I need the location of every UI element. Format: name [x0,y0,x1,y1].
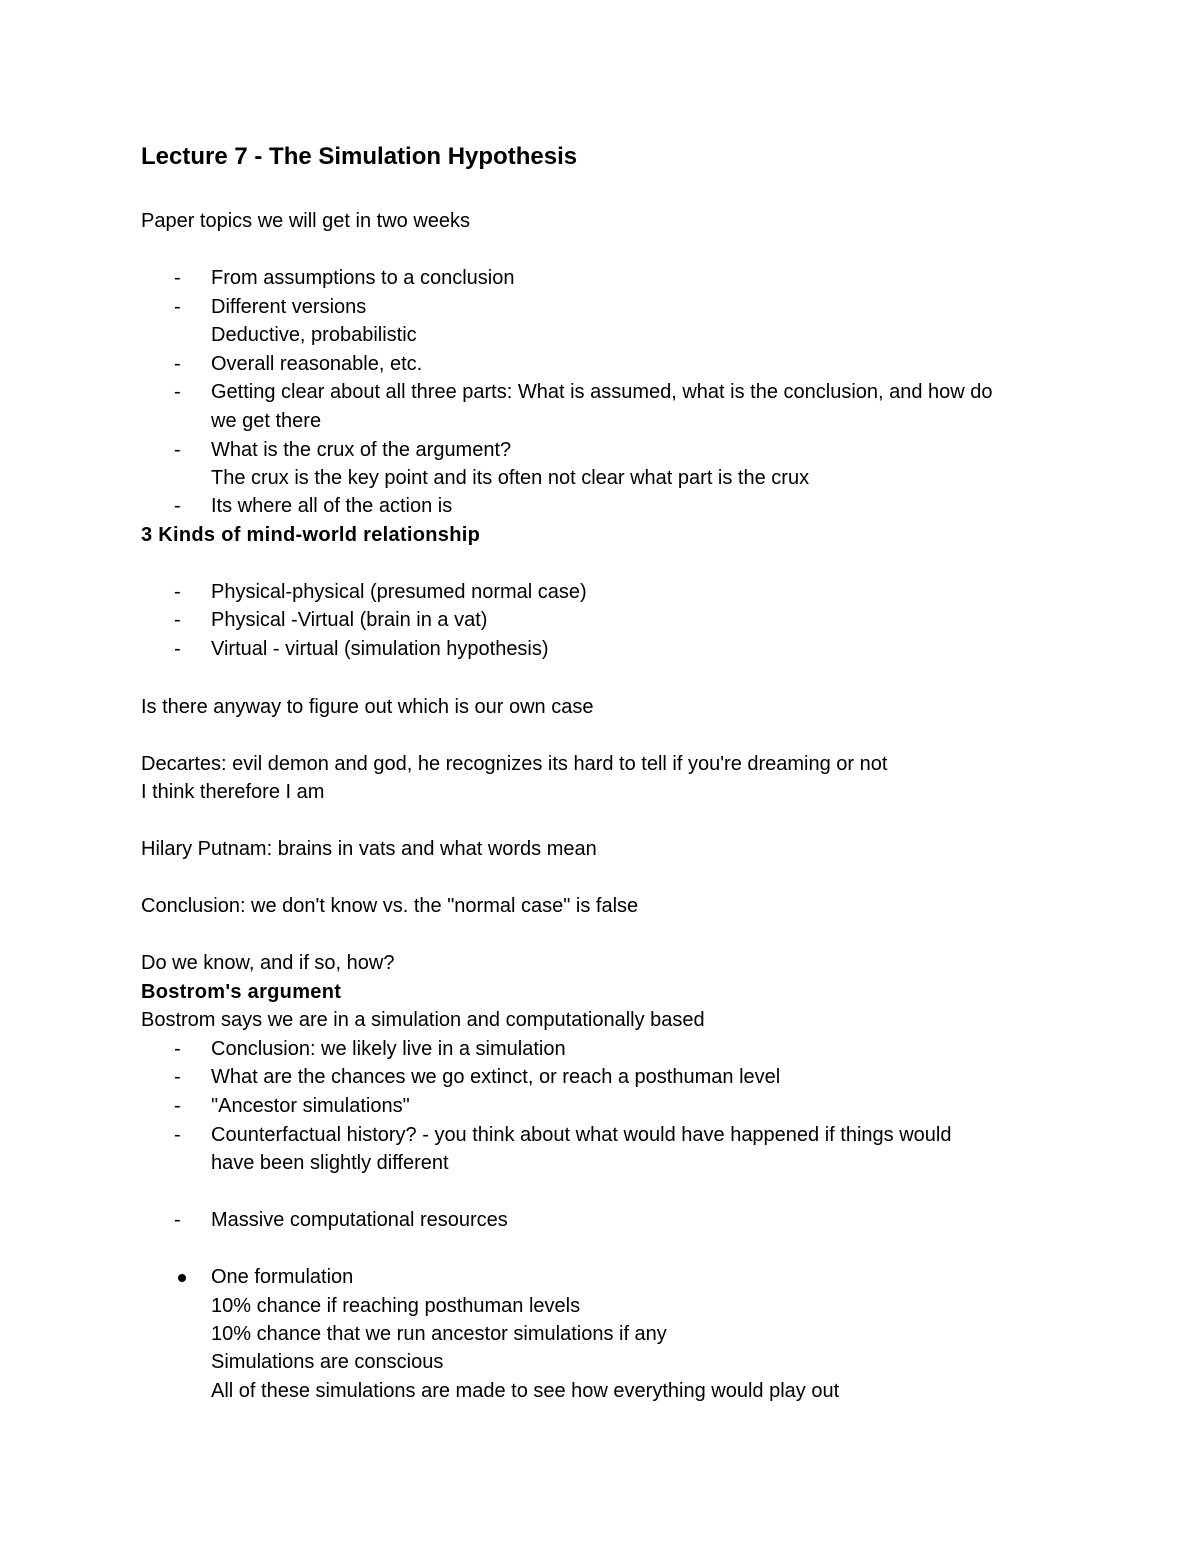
list-item: What are the chances we go extinct, or reach a posthuman level [211,1066,781,1088]
list-item-continuation: Deductive, probabilistic [211,324,417,346]
conclusion-text: Conclusion: we don't know vs. the "normal case" is false [141,895,639,917]
section-heading-bostrom: Bostrom's argument [141,981,342,1003]
list-item-continuation: we get there [211,410,322,432]
descartes-text: I think therefore I am [141,781,325,803]
list-dash: - [174,1209,181,1231]
list-dash: - [174,381,181,403]
list-item-continuation: 10% chance if reaching posthuman levels [211,1295,581,1317]
question-text: Do we know, and if so, how? [141,952,395,974]
list-item: Overall reasonable, etc. [211,353,423,375]
list-dash: - [174,638,181,660]
list-item: Different versions [211,296,367,318]
list-item-continuation: The crux is the key point and its often not clear what part is the crux [211,467,810,489]
list-item: "Ancestor simulations" [211,1095,410,1117]
list-item: Conclusion: we likely live in a simulation [211,1038,566,1060]
page-title: Lecture 7 - The Simulation Hypothesis [141,143,578,170]
intro-text: Paper topics we will get in two weeks [141,210,471,232]
list-dash: - [174,609,181,631]
list-item: Virtual - virtual (simulation hypothesis) [211,638,549,660]
list-dash: - [174,439,181,461]
list-item-continuation: Simulations are conscious [211,1351,444,1373]
descartes-text: Decartes: evil demon and god, he recognizes its hard to tell if you're dreaming or not [141,753,888,775]
list-dash: - [174,353,181,375]
question-text: Is there anyway to figure out which is our own case [141,696,594,718]
list-dash: - [174,267,181,289]
list-item: Its where all of the action is [211,495,453,517]
list-item: From assumptions to a conclusion [211,267,515,289]
list-item: One formulation [211,1266,354,1288]
list-item: What is the crux of the argument? [211,439,512,461]
list-item-continuation: All of these simulations are made to see how everything would play out [211,1380,840,1402]
list-dash: - [174,296,181,318]
list-item: Massive computational resources [211,1209,508,1231]
list-item: Physical -Virtual (brain in a vat) [211,609,488,631]
section-heading-kinds: 3 Kinds of mind-world relationship [141,524,481,546]
bullet-dot-icon [178,1274,186,1282]
putnam-text: Hilary Putnam: brains in vats and what words mean [141,838,597,860]
bostrom-intro-text: Bostrom says we are in a simulation and computationally based [141,1009,705,1031]
list-dash: - [174,1066,181,1088]
list-dash: - [174,1038,181,1060]
list-item: Getting clear about all three parts: What is assumed, what is the conclusion, and how do [211,381,993,403]
list-dash: - [174,1124,181,1146]
list-dash: - [174,495,181,517]
list-item-continuation: 10% chance that we run ancestor simulations if any [211,1323,667,1345]
list-item: Counterfactual history? - you think about what would have happened if things would [211,1124,952,1146]
list-item-continuation: have been slightly different [211,1152,449,1174]
list-item: Physical-physical (presumed normal case) [211,581,587,603]
list-dash: - [174,581,181,603]
list-dash: - [174,1095,181,1117]
